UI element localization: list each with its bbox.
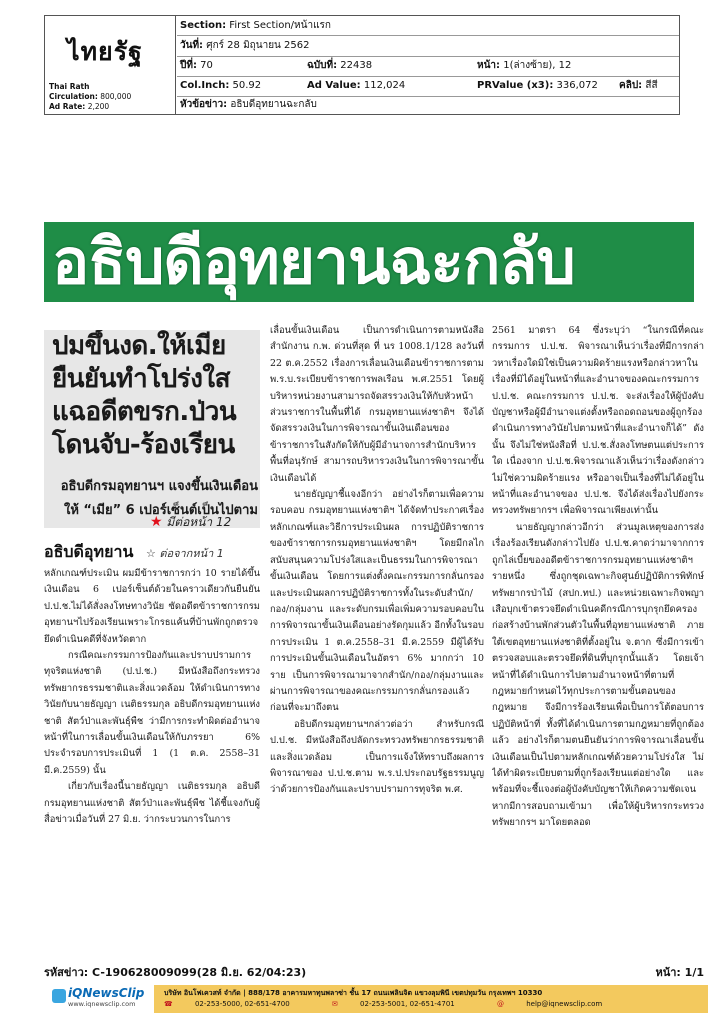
email[interactable]: help@iqnewsclip.com [526,1000,603,1008]
ad-rate: Ad Rate: 2,200 [49,102,110,111]
publication-name: Thai Rath [49,82,90,91]
issue-row: ปีที่: 70 [180,60,213,71]
clip-row: คลิป: สีสี [619,80,658,91]
news-id-line: รหัสข่าว: C-190628009099(28 มิ.ย. 62/04:23) หน้า: 1/1 [44,966,704,979]
paragraph: หลักเกณฑ์ประเมิน ผมมีข้าราชการกว่า 10 รายได้ขึ้นเงินเดือน 6 เปอร์เซ็นต์ด้วยในคราวเดียวกันยืนยัน ป.ป.ช.ไม่ได้สั่งลงโทษทางวินัย ซัดอดีตข้าราชการกรมอุทยานฯไปร้องเรียนเพราะโกรธแค้นที่บ้านพักถูกตรวจยึดดำเนินคดีที่จังหวัดตาก [44,568,260,645]
banner-headline: อธิบดีอุทยานฉะกลับ [52,225,575,298]
company-contact [154,985,708,1013]
paragraph: นายธัญญากล่าวอีกว่า ส่วนมูลเหตุของการส่งเรื่องร้องเรียนดังกล่าวไปยัง ป.ป.ช.คาดว่ามาจากการถูกไล่เบี้ยของอดีตข้าราชการกรมอุทยานแห่งชาติฯ รายหนึ่ง ซึ่งถูกชุดเฉพาะกิจศูนย์ปฏิบัติการพิทักษ์ทรัพยากรป่าไม้ (สปก.ทป.) และหน่วยเฉพาะกิจพญาเสือบุกเข้าตรวจยึดดำเนินคดีกรณีการบุกรุกยึดครองก่อสร้างบ้านพักส่วนตัวในพื้นที่อุทยานแห่งชาติ ภายใต้เขตอุทยานแห่งชาติที่ตั้งอยู่ใน จ.ตาก ซึ่งมีการเข้าตรวจสอบและตรวจยึดที่ดินที่บุกรุกนั้นแล้ว โดยเจ้าหน้าที่ได้ดำเนินการไปตามอำนาจหน้าที่ตามที่กฎหมายกำหนดไว้ทุกประการตามขั้นตอนของกฎหมาย จึงมีการร้องเรียนเพื่อเป็นการโต้ตอบการปฏิบัติหน้าที่ ทั้งที่ได้ดำเนินการตามกฎหมายที่ถูกต้องแล้ว อย่างไรก็ตามตนยืนยันว่าการพิจารณาเลื่อนขั้นเงินเดือนเป็นไปตามหลักเกณฑ์ด้วยความโปร่งใส ไม่ได้ทำผิดระเบียบตามที่ถูกร้องเรียนแต่อย่างใด และพร้อมที่จะชี้แจงต่อผู้บังคับบัญชาให้เกิดความชัดเจนหากมีการสอบถามเข้ามา เพื่อให้ผู้บริหารกระทรวงทรัพยากรฯ มาโดยตลอด [492,521,704,829]
advalue-row: Ad Value: 112,024 [307,80,406,91]
fax-icon: ✉ [331,1000,338,1008]
circulation: Circulation: 800,000 [49,92,132,101]
headline-banner [44,222,694,302]
star-icon: ★ [150,514,163,530]
headline-row: หัวข้อข่าว: อธิบดีอุทยานฉะกลับ [180,99,317,110]
prvalue-row: PRValue (x3): 336,072 [477,80,598,91]
paragraph: 2561 มาตรา 64 ซึ่งระบุว่า “ในกรณีที่คณะกรรมการ ป.ป.ช. พิจารณาเห็นว่าเรื่องที่มีการกล่าวหาเรื่องใดมิใช่เป็นความผิดร้ายแรงหรือกล่าวหาในเรื่องที่มิได้อยู่ในหน้าที่และอำนาจของคณะกรรมการ ป.ป.ช. คณะกรรมการ ป.ป.ช. จะส่งเรื่องให้ผู้บังคับบัญชาหรือผู้มีอำนาจแต่งตั้งหรือถอดถอนของผู้ถูกร้องดำเนินการทางวินัยไปตามหน้าที่และอำนาจก็ได้” ดังนั้น จึงไม่ใช่หนังสือที่ ป.ป.ช.สั่งลงโทษตนแต่ประการใด เนื่องจาก ป.ป.ช.พิจารณาแล้วเห็นว่าเรื่องดังกล่าวไม่ใช่ความผิดร้ายแรง หรืออาจเป็นเรื่องที่ไม่ได้อยู่ในหน้าที่และอำนาจของ ป.ป.ช. จึงได้ส่งเรื่องไปยังกระทรวงทรัพยากรฯ เพื่อพิจารณาเพียงเท่านั้น [492,325,704,517]
email-icon: @ [496,1000,504,1008]
article-column-3 [492,323,704,913]
footer-bar: iQNewsClip www.iqnewsclip.com บริษัท อินโฟเควสท์ จำกัด | 888/178 อาคารมหาทุนพลาซ่า ชั้น 17 ถนนเพลินจิต แขวงลุมพินี เขตปทุมวัน กรุงเทพฯ 10330 ☎ 02-253-5000, 02-651-4700 ✉ 02-253-5001, 02-651-4701 @ help@iqnewsclip.com [44,985,708,1013]
fax: 02-253-5001, 02-651-4701 [360,1000,455,1008]
company-address: บริษัท อินโฟเควสท์ จำกัด | 888/178 อาคารมหาทุนพลาซ่า ชั้น 17 ถนนเพลินจิต แขวงลุมพินี เขตปทุมวัน กรุงเทพฯ 10330 [164,989,543,997]
continued-note: ★ มีต่อหน้า 12 [150,514,232,530]
subheadline: ปมขึ้นงด.ให้เมียยืนยันทำโปร่งใสแฉอดีตขรก.ป่วนโดนจับ-ร้องเรียน [52,331,237,460]
number-row: ฉบับที่: 22438 [307,60,373,71]
paragraph: นายธัญญาชี้แจงอีกว่า อย่างไรก็ตามเพื่อความรอบคอบ กรมอุทยานแห่งชาติฯ ได้จัดทำประกาศเรื่องหลักเกณฑ์และวิธีการประเมินผล การปฏิบัติราชการของข้าราชการกรมอุทยานแห่งชาติฯ โดยมีกลไกสนับสนุนความโปร่งใสและเป็นธรรมในการพิจารณาขั้นเงินเดือน โดยการแต่งตั้งคณะกรรมการกลั่นกรองและประเมินผลการปฏิบัติราชการทั้งในระดับสำนัก/กอง/กลุ่มงาน และระดับกรมเพื่อเพิ่มความรอบคอบในการพิจารณาขั้นเงินเดือนอย่างรัดกุมแล้ว อีกทั้งในรอบการประเมิน 1 ต.ค.2558–31 มี.ค.2559 มีผู้ได้รับการประเมินขั้นเงินเดือนในอัตรา 6% มากกว่า 10 ราย เป็นการพิจารณามาจากสำนัก/กอง/กลุ่มงานและผ่านการพิจารณาของคณะกรรมการกลั่นกรองแล้ว ก่อนที่จะมาถึงตน [270,489,484,714]
date-row: วันที่: ศุกร์ 28 มิถุนายน 2562 [180,40,310,51]
paragraph: อธิบดีกรมอุทยานฯกล่าวต่อว่า สำหรับกรณี ป.ป.ช. มีหนังสือถึงปลัดกระทรวงทรัพยากรธรรมชาติและสิ่งแวดล้อม เป็นการแจ้งให้ทราบถึงผลการพิจารณาของ ป.ป.ช.ตาม พ.ร.ป.ประกอบรัฐธรรมนูญว่าด้วยการป้องกันและปราบปรามการทุจริต พ.ศ. [270,718,484,796]
deck-text: อธิบดีกรมอุทยานฯ แจงขึ้นเงินเดือนให้ “เมีย” 6 เปอร์เซ็นต์เป็นไปตาม [60,479,258,518]
article-column-2 [270,323,484,923]
paragraph: เลื่อนขั้นเงินเดือน เป็นการดำเนินการตามหนังสือสำนักงาน ก.พ. ด่วนที่สุด ที่ นร 1008.1/128 ลงวันที่ 22 ต.ค.2552 เรื่องการเลื่อนเงินเดือนข้าราชการตาม พ.ร.บ.ระเบียบข้าราชการพลเรือน พ.ศ.2551 โดยผู้บริหารหน่วยงานสามารถจัดสรรวงเงินให้กับหัวหน้าส่วนราชการในพื้นที่ได้ กรมอุทยานแห่งชาติฯ จึงได้จัดสรรวงเงินในการพิจารณาขั้นเงินเดือนของข้าราชการในสังกัดให้กับผู้มีอำนาจการสำนักบริหารพื้นที่อนุรักษ์ สามารถบริหารวงเงินในการพิจารณาขั้นเงินเดือนได้ [270,325,484,484]
publication-box [45,16,176,114]
paragraph: เกี่ยวกับเรื่องนี้นายธัญญา เนติธรรมกุล อธิบดีกรมอุทยานแห่งชาติ สัตว์ป่าและพันธุ์พืช ได้ชี้แจงกับผู้สื่อข่าวเมื่อวันที่ 27 มิ.ย. ว่ากระบวนการในการ [44,781,260,826]
article-column-1 [44,566,260,938]
news-id: C-190628009099(28 มิ.ย. 62/04:23) [92,966,307,979]
iqnewsclip-logo-icon [52,989,66,1003]
page-row: หน้า: 1(ล่างซ้าย), 12 [477,60,572,71]
page-count: หน้า: 1/1 [655,966,704,979]
phone: 02-253-5000, 02-651-4700 [194,1000,290,1008]
section-row: Section: First Section/หน้าแรก [180,20,331,31]
jump-headline: อธิบดีอุทยาน ☆ ต่อจากหน้า 1 [44,542,224,561]
phone-icon: ☎ [164,1000,173,1008]
clipping-header [44,15,680,115]
subheadline-box [44,330,260,528]
paragraph: กรณีคณะกรรมการป้องกันและปราบปรามการทุจริตแห่งชาติ (ป.ป.ช.) มีหนังสือถึงกระทรวงทรัพยากรธรรมชาติและสิ่งแวดล้อม ให้ดำเนินการทางวินัยกับนายธัญญา เนติธรรมกุล อธิบดีกรมอุทยานแห่งชาติ สัตว์ป่าและพันธุ์พืช ว่ามีการกระทำผิดต่ออำนาจหน้าที่ในการเลื่อนขั้นเงินเดือนให้กับภรรยา 6% ประจำรอบการประเมินที่ 1 (1 ต.ค. 2558–31 มี.ค.2559) นั้น [44,650,260,776]
clipping-meta [177,16,679,114]
thairath-logo: ไทยรัฐ [67,37,143,66]
colinch-row: Col.Inch: 50.92 [180,80,262,91]
